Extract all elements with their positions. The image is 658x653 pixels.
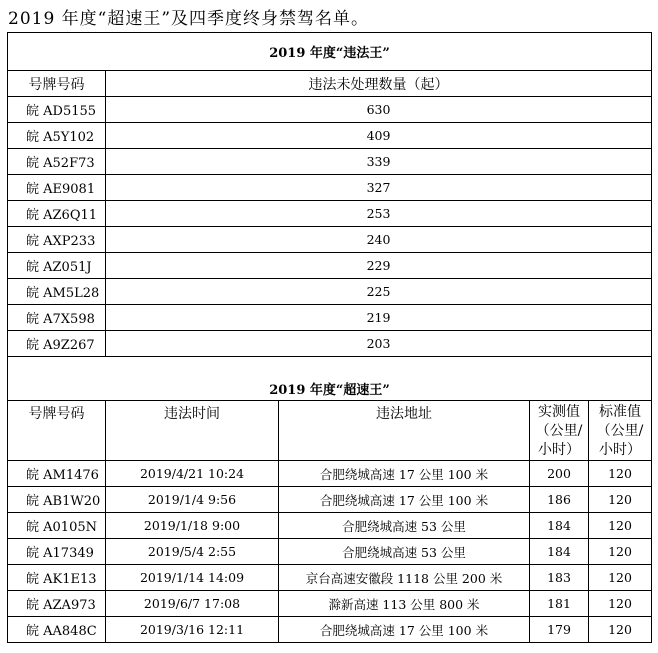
violation-time: 2019/3/16 12:11 bbox=[106, 617, 279, 643]
plate-number: 皖 AK1E13 bbox=[8, 565, 106, 591]
plate-number: 皖 AD5155 bbox=[8, 97, 106, 123]
measured-speed: 179 bbox=[530, 617, 589, 643]
speeding-row bbox=[8, 565, 652, 591]
speed-limit: 120 bbox=[589, 487, 652, 513]
measured-speed: 184 bbox=[530, 539, 589, 565]
unprocessed-count: 229 bbox=[106, 253, 652, 279]
speeding-col-limit: 标准值（公里/小时） bbox=[589, 401, 652, 461]
plate-number: 皖 AZ051J bbox=[8, 253, 106, 279]
unprocessed-count: 409 bbox=[106, 123, 652, 149]
plate-number: 皖 AE9081 bbox=[8, 175, 106, 201]
speed-limit: 120 bbox=[589, 513, 652, 539]
violation-row bbox=[8, 253, 652, 279]
speeding-row bbox=[8, 461, 652, 487]
measured-speed: 183 bbox=[530, 565, 589, 591]
speeding-title-row bbox=[8, 357, 652, 401]
speeding-header-row bbox=[8, 401, 652, 461]
measured-speed: 186 bbox=[530, 487, 589, 513]
speeding-row bbox=[8, 539, 652, 565]
unprocessed-count: 339 bbox=[106, 149, 652, 175]
violation-row bbox=[8, 149, 652, 175]
violations-col-count: 违法未处理数量（起） bbox=[106, 71, 652, 97]
speeding-col-plate: 号牌号码 bbox=[8, 401, 106, 461]
speeding-row bbox=[8, 617, 652, 643]
violation-time: 2019/1/18 9:00 bbox=[106, 513, 279, 539]
speed-limit: 120 bbox=[589, 565, 652, 591]
plate-number: 皖 A17349 bbox=[8, 539, 106, 565]
plate-number: 皖 AZ6Q11 bbox=[8, 201, 106, 227]
speeding-row bbox=[8, 513, 652, 539]
speeding-row bbox=[8, 591, 652, 617]
unprocessed-count: 225 bbox=[106, 279, 652, 305]
violation-location: 合肥绕城高速 17 公里 100 米 bbox=[279, 461, 530, 487]
violation-location: 合肥绕城高速 17 公里 100 米 bbox=[279, 487, 530, 513]
violations-title-row bbox=[8, 33, 652, 71]
speeding-col-time: 违法时间 bbox=[106, 401, 279, 461]
speeding-row bbox=[8, 487, 652, 513]
plate-number: 皖 AZA973 bbox=[8, 591, 106, 617]
measured-speed: 181 bbox=[530, 591, 589, 617]
violation-row bbox=[8, 97, 652, 123]
speed-limit: 120 bbox=[589, 591, 652, 617]
violation-time: 2019/6/7 17:08 bbox=[106, 591, 279, 617]
unprocessed-count: 253 bbox=[106, 201, 652, 227]
violation-time: 2019/1/14 14:09 bbox=[106, 565, 279, 591]
plate-number: 皖 AXP233 bbox=[8, 227, 106, 253]
plate-number: 皖 A52F73 bbox=[8, 149, 106, 175]
unprocessed-count: 203 bbox=[106, 331, 652, 357]
unprocessed-count: 630 bbox=[106, 97, 652, 123]
speeding-col-measured: 实测值（公里/小时） bbox=[530, 401, 589, 461]
plate-number: 皖 AM5L28 bbox=[8, 279, 106, 305]
plate-number: 皖 A0105N bbox=[8, 513, 106, 539]
plate-number: 皖 AB1W20 bbox=[8, 487, 106, 513]
speed-limit: 120 bbox=[589, 539, 652, 565]
violations-speeding-table bbox=[7, 32, 652, 643]
speeding-title: 2019 年度“超速王” bbox=[8, 357, 652, 401]
violation-row bbox=[8, 201, 652, 227]
violation-row bbox=[8, 305, 652, 331]
violation-location: 滁新高速 113 公里 800 米 bbox=[279, 591, 530, 617]
measured-speed: 184 bbox=[530, 513, 589, 539]
violation-row bbox=[8, 123, 652, 149]
violation-row bbox=[8, 331, 652, 357]
speeding-col-location: 违法地址 bbox=[279, 401, 530, 461]
violation-location: 京台高速安徽段 1118 公里 200 米 bbox=[279, 565, 530, 591]
violation-row bbox=[8, 175, 652, 201]
speed-limit: 120 bbox=[589, 617, 652, 643]
measured-speed: 200 bbox=[530, 461, 589, 487]
violation-row bbox=[8, 279, 652, 305]
plate-number: 皖 AM1476 bbox=[8, 461, 106, 487]
unprocessed-count: 219 bbox=[106, 305, 652, 331]
unprocessed-count: 327 bbox=[106, 175, 652, 201]
violation-time: 2019/4/21 10:24 bbox=[106, 461, 279, 487]
violations-header-row bbox=[8, 71, 652, 97]
plate-number: 皖 A9Z267 bbox=[8, 331, 106, 357]
plate-number: 皖 A7X598 bbox=[8, 305, 106, 331]
unprocessed-count: 240 bbox=[106, 227, 652, 253]
violations-col-plate: 号牌号码 bbox=[8, 71, 106, 97]
plate-number: 皖 AA848C bbox=[8, 617, 106, 643]
speed-limit: 120 bbox=[589, 461, 652, 487]
plate-number: 皖 A5Y102 bbox=[8, 123, 106, 149]
page-heading: 2019 年度“超速王”及四季度终身禁驾名单。 bbox=[8, 9, 370, 29]
violation-time: 2019/1/4 9:56 bbox=[106, 487, 279, 513]
violation-location: 合肥绕城高速 53 公里 bbox=[279, 513, 530, 539]
violation-time: 2019/5/4 2:55 bbox=[106, 539, 279, 565]
violation-location: 合肥绕城高速 17 公里 100 米 bbox=[279, 617, 530, 643]
violations-title: 2019 年度“违法王” bbox=[8, 33, 652, 71]
violation-row bbox=[8, 227, 652, 253]
violation-location: 合肥绕城高速 53 公里 bbox=[279, 539, 530, 565]
